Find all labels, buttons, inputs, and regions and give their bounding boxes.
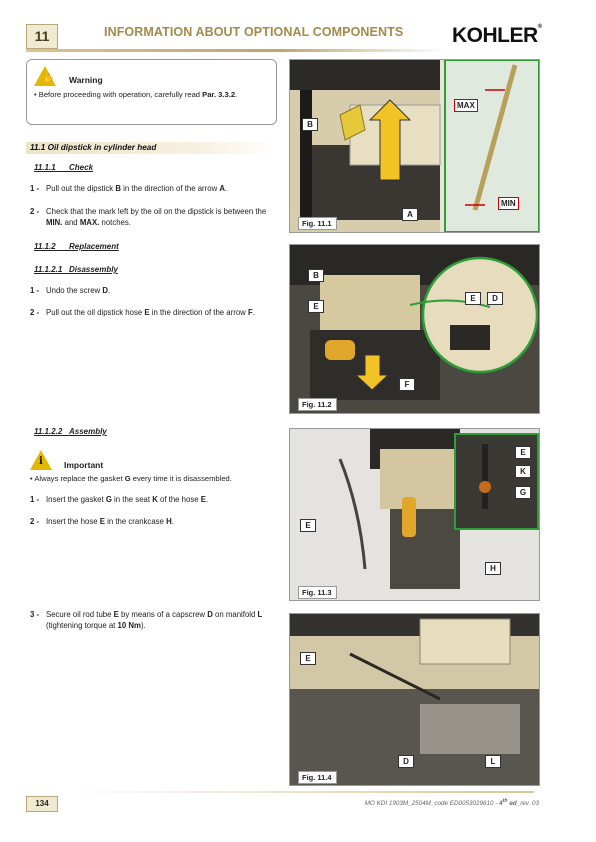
footer-document-code: MO KDI 1903M_2504M_code ED0053029610 - 4th ed_rev. 03: [364, 798, 539, 808]
important-text: • Always replace the gasket G every time it is disassembled.: [30, 474, 232, 483]
fig4-label-d: D: [398, 755, 414, 768]
figure-caption: Fig. 11.2: [298, 398, 337, 411]
fig4-label-e: E: [300, 652, 316, 665]
figure-caption: Fig. 11.3: [298, 586, 337, 599]
assembly-heading: 11.1.2.2 Assembly: [34, 427, 107, 436]
fig2-label-d: D: [487, 292, 503, 305]
kohler-logo: KOHLER®: [452, 24, 542, 47]
figure-11-2: [289, 244, 540, 414]
figure-caption: Fig. 11.4: [298, 771, 337, 784]
manifold-capscrew-illustration: [290, 614, 539, 785]
page-number: 134: [26, 796, 58, 812]
fig3-label-k: K: [515, 465, 531, 478]
fig3-label-e-detail: E: [515, 446, 531, 459]
section-title: 11.1 Oil dipstick in cylinder head: [30, 143, 157, 152]
check-heading: 11.1.1 Check: [34, 163, 94, 172]
fig3-label-e: E: [300, 519, 316, 532]
warning-title: Warning: [69, 75, 103, 85]
disassembly-heading: 11.1.2.1 Disassembly: [34, 265, 118, 274]
fig2-label-e: E: [308, 300, 324, 313]
figure-11-4: [289, 613, 540, 786]
fig3-label-h: H: [485, 562, 501, 575]
warning-hand-icon: ✋: [42, 73, 55, 84]
chapter-number-box: 11: [26, 24, 58, 49]
fig1-label-max: MAX: [454, 99, 478, 112]
fig2-label-b: B: [308, 269, 324, 282]
fig4-label-l: L: [485, 755, 501, 768]
page-header-title: INFORMATION ABOUT OPTIONAL COMPONENTS: [104, 25, 404, 39]
fig1-label-a: A: [402, 208, 418, 221]
header-rule: [26, 49, 446, 52]
figure-caption: Fig. 11.1: [298, 217, 337, 230]
fig3-label-g: G: [515, 486, 531, 499]
warning-text: • Before proceeding with operation, carefully read Par. 3.3.2.: [34, 90, 238, 99]
footer-rule: [64, 791, 534, 793]
fig1-label-b: B: [302, 118, 318, 131]
figure-11-1: [289, 59, 540, 233]
replacement-heading: 11.1.2 Replacement: [34, 242, 119, 251]
fig2-label-f: F: [399, 378, 415, 391]
important-title: Important: [64, 460, 104, 470]
warning-ref[interactable]: Par. 3.3.2: [202, 90, 236, 99]
fig2-label-e-detail: E: [465, 292, 481, 305]
info-i-icon: i: [39, 456, 43, 467]
figure-11-3: [289, 428, 540, 601]
fig1-label-min: MIN: [498, 197, 519, 210]
gasket-assembly-illustration: [290, 429, 539, 600]
